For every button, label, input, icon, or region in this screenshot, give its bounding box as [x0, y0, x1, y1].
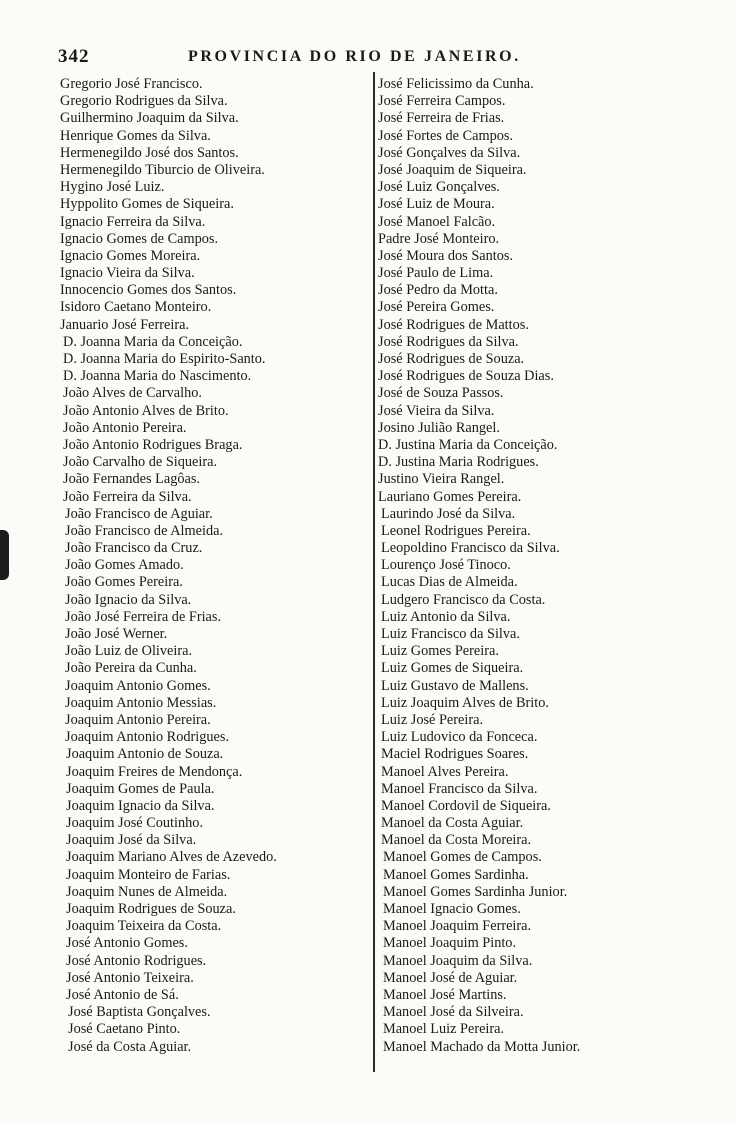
name-entry: Ignacio Gomes Moreira. [60, 247, 201, 264]
name-entry: Joaquim Mariano Alves de Azevedo. [66, 849, 277, 866]
name-entry: Lucas Dias de Almeida. [381, 574, 518, 591]
name-entry: João José Werner. [65, 626, 168, 642]
name-entry: José Moura dos Santos. [378, 247, 514, 264]
name-entry: Manoel Gomes Sardinha Junior. [383, 883, 568, 900]
name-entry: José Antonio Teixeira. [66, 969, 194, 986]
name-entry: José de Souza Passos. [378, 385, 504, 402]
name-entry: José Gonçalves da Silva. [378, 144, 521, 161]
name-entry: José Pedro da Motta. [378, 282, 498, 299]
name-entry: João Gomes Amado. [65, 557, 184, 574]
name-entry: Luiz Gomes Pereira. [381, 643, 499, 660]
name-entry: Manoel Alves Pereira. [381, 763, 509, 780]
name-entry: Luiz Francisco da Silva. [381, 626, 520, 642]
name-entry: João Alves de Carvalho. [63, 385, 202, 402]
name-entry: Ignacio Vieira da Silva. [60, 265, 195, 282]
name-entry: João Fernandes Lagôas. [63, 471, 200, 488]
name-entry: José Antonio Gomes. [66, 935, 188, 952]
name-entry: José Antonio de Sá. [66, 986, 179, 1003]
name-entry: Joaquim Gomes de Paula. [66, 780, 215, 797]
name-entry: José Manoel Falcão. [378, 213, 496, 230]
name-entry: Luiz José Pereira. [381, 711, 484, 728]
right-name-column [378, 76, 678, 1056]
name-entry: João Pereira da Cunha. [65, 660, 197, 677]
name-entry: Joaquim Antonio Gomes. [65, 677, 211, 694]
name-entry: D. Joanna Maria do Espirito-Santo. [63, 351, 266, 367]
name-entry: João Antonio Rodrigues Braga. [63, 436, 243, 453]
name-entry: Ignacio Gomes de Campos. [60, 230, 219, 247]
name-entry: Joaquim Antonio Pereira. [65, 711, 211, 728]
name-entry: José Pereira Gomes. [378, 299, 495, 316]
name-entry: João Ignacio da Silva. [65, 591, 192, 608]
name-entry: José Luiz de Moura. [378, 196, 495, 213]
running-title: PROVINCIA DO RIO DE JANEIRO. [188, 48, 521, 65]
name-entry: D. Joanna Maria da Conceição. [63, 333, 243, 350]
name-entry: Manoel da Costa Aguiar. [381, 815, 524, 832]
name-entry: José Rodrigues de Souza. [378, 351, 525, 367]
name-entry: Joaquim Ignacio da Silva. [66, 797, 215, 814]
name-entry: Ludgero Francisco da Costa. [381, 591, 546, 608]
name-entry: José Ferreira de Frias. [378, 110, 505, 127]
name-entry: Luiz Gustavo de Mallens. [381, 677, 529, 694]
name-entry: José Felicissimo da Cunha. [378, 76, 534, 92]
name-entry: José da Costa Aguiar. [68, 1038, 192, 1055]
name-entry: João Carvalho de Siqueira. [63, 454, 218, 471]
name-entry: João Francisco da Cruz. [65, 540, 203, 557]
name-entry: José Ferreira Campos. [378, 93, 506, 110]
name-entry: José Rodrigues de Mattos. [378, 316, 529, 333]
name-entry: Hygino José Luiz. [60, 179, 165, 196]
name-entry: Joaquim Antonio de Souza. [66, 746, 224, 763]
page-header [58, 46, 578, 68]
name-entry: Manoel José de Aguiar. [383, 969, 518, 986]
name-entry: Maciel Rodrigues Soares. [381, 746, 529, 763]
name-entry: Ignacio Ferreira da Silva. [60, 213, 206, 230]
left-name-column [60, 76, 370, 1056]
page-edge-mark [0, 530, 9, 580]
name-entry: Manoel Francisco da Silva. [381, 780, 538, 797]
page-number: 342 [58, 46, 90, 67]
name-entry: José Antonio Rodrigues. [66, 952, 207, 969]
name-entry: José Caetano Pinto. [68, 1021, 181, 1038]
name-entry: Hyppolito Gomes de Siqueira. [60, 196, 234, 213]
name-entry: Manoel da Costa Moreira. [381, 832, 532, 849]
name-entry: Luiz Gomes de Siqueira. [381, 660, 524, 677]
name-entry: Manoel José Martins. [383, 986, 507, 1003]
name-entry: José Rodrigues da Silva. [378, 333, 519, 350]
name-entry: Manoel Joaquim da Silva. [383, 952, 533, 969]
name-entry: Luiz Joaquim Alves de Brito. [381, 694, 549, 711]
name-entry: Padre José Monteiro. [378, 230, 500, 247]
name-entry: Josino Julião Rangel. [378, 419, 500, 436]
name-entry: José Paulo de Lima. [378, 265, 494, 282]
name-entry: Isidoro Caetano Monteiro. [60, 299, 212, 316]
name-entry: Luiz Ludovico da Fonceca. [381, 729, 538, 746]
name-entry: João Gomes Pereira. [65, 574, 183, 591]
name-entry: José Rodrigues de Souza Dias. [378, 368, 554, 385]
name-entry: Joaquim Antonio Messias. [65, 694, 217, 711]
name-entry: José Baptista Gonçalves. [68, 1004, 211, 1021]
column-divider [373, 72, 375, 1072]
name-entry: Hermenegildo José dos Santos. [60, 144, 239, 161]
name-entry: Joaquim Teixeira da Costa. [66, 918, 222, 935]
name-entry: João Francisco de Aguiar. [65, 505, 213, 522]
name-entry: João Ferreira da Silva. [63, 488, 192, 505]
name-entry: José Luiz Gonçalves. [378, 179, 500, 196]
name-entry: Laurindo José da Silva. [381, 505, 516, 522]
name-entry: Joaquim José da Silva. [66, 832, 197, 849]
name-entry: Gregorio Rodrigues da Silva. [60, 93, 228, 110]
name-entry: Joaquim Monteiro de Farias. [66, 866, 231, 883]
name-entry: D. Joanna Maria do Nascimento. [63, 368, 252, 385]
name-entry: Hermenegildo Tiburcio de Oliveira. [60, 161, 265, 178]
name-entry: Manoel Luiz Pereira. [383, 1021, 505, 1038]
name-entry: Lourenço José Tinoco. [381, 557, 511, 574]
name-entry: D. Justina Maria Rodrigues. [378, 454, 539, 471]
name-entry: Joaquim Nunes de Almeida. [66, 883, 228, 900]
name-entry: João Antonio Pereira. [63, 419, 187, 436]
name-entry: Manoel Cordovil de Siqueira. [381, 797, 551, 814]
name-entry: Leonel Rodrigues Pereira. [381, 522, 531, 539]
name-entry: Joaquim Rodrigues de Souza. [66, 901, 236, 917]
name-entry: João José Ferreira de Frias. [65, 608, 222, 625]
name-entry: João Luiz de Oliveira. [65, 643, 193, 660]
name-entry: Manoel Joaquim Pinto. [383, 935, 517, 952]
name-entry: Joaquim Antonio Rodrigues. [65, 729, 230, 746]
name-entry: D. Justina Maria da Conceição. [378, 436, 558, 453]
name-entry: Joaquim José Coutinho. [66, 815, 204, 832]
name-entry: José Vieira da Silva. [378, 402, 495, 419]
name-entry: Henrique Gomes da Silva. [60, 127, 211, 144]
name-entry: Januario José Ferreira. [60, 316, 190, 333]
name-entry: Lauriano Gomes Pereira. [378, 488, 522, 505]
name-entry: Leopoldino Francisco da Silva. [381, 540, 560, 557]
name-entry: João Francisco de Almeida. [65, 522, 224, 539]
name-entry: Guilhermino Joaquim da Silva. [60, 110, 239, 127]
name-entry: José Fortes de Campos. [378, 127, 514, 144]
name-entry: José Joaquim de Siqueira. [378, 161, 527, 178]
name-entry: Gregorio José Francisco. [60, 76, 203, 92]
name-entry: Joaquim Freires de Mendonça. [66, 763, 243, 780]
name-entry: Manoel Machado da Motta Junior. [383, 1038, 581, 1055]
name-entry: Manoel José da Silveira. [383, 1004, 524, 1021]
name-entry: Manoel Gomes de Campos. [383, 849, 542, 866]
name-entry: João Antonio Alves de Brito. [63, 402, 229, 419]
name-entry: Manoel Gomes Sardinha. [383, 866, 529, 883]
name-entry: Luiz Antonio da Silva. [381, 608, 511, 625]
name-entry: Justino Vieira Rangel. [378, 471, 505, 488]
name-entry: Manoel Joaquim Ferreira. [383, 918, 532, 935]
name-entry: Manoel Ignacio Gomes. [383, 901, 521, 917]
name-entry: Innocencio Gomes dos Santos. [60, 282, 237, 299]
